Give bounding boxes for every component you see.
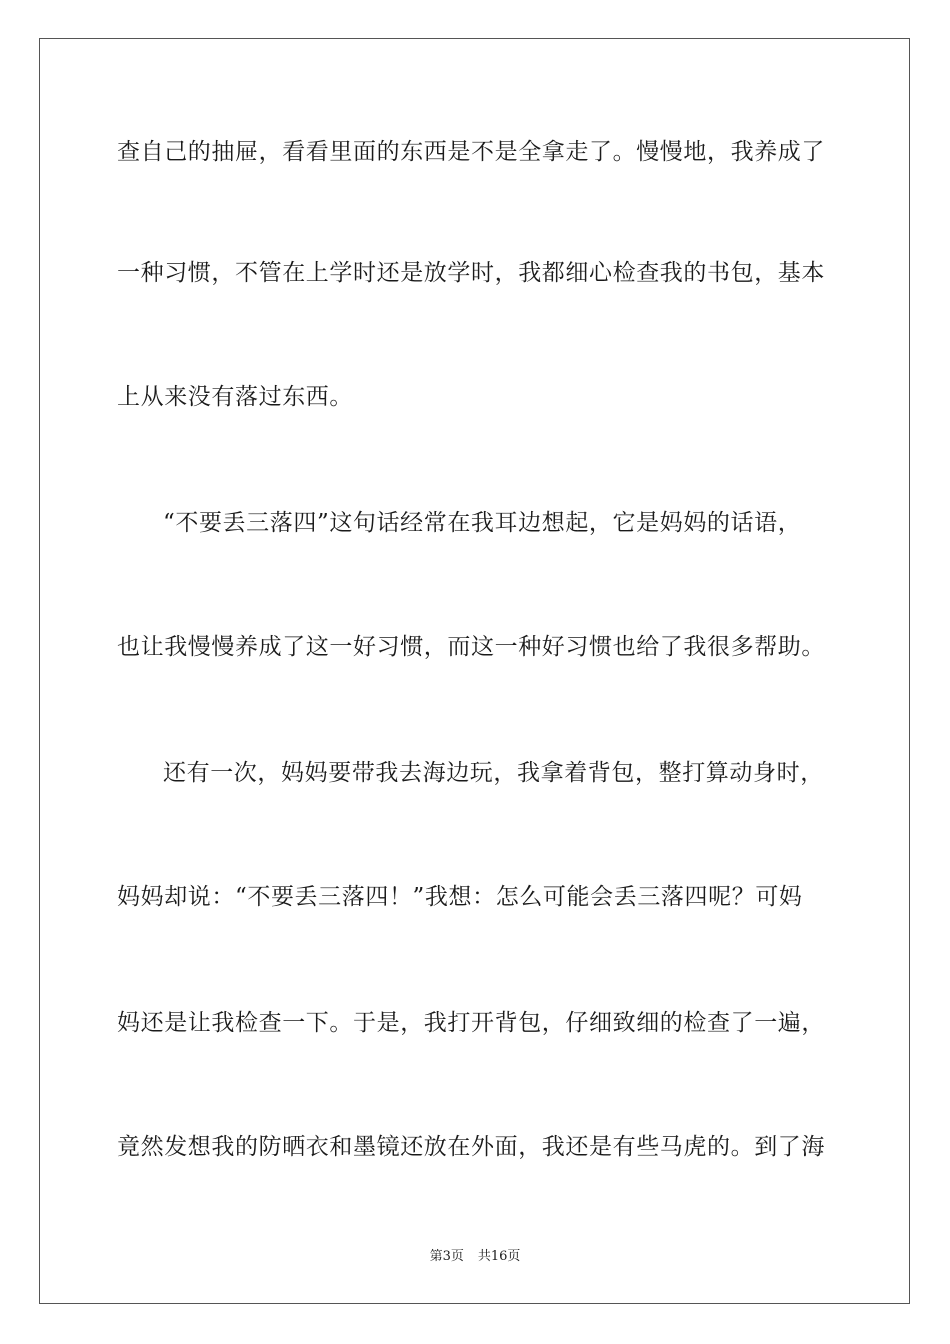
page-footer <box>0 1248 950 1266</box>
paragraph-line-6: 还有一次，妈妈要带我去海边玩，我拿着背包，整打算动身时， <box>163 760 824 786</box>
paragraph-line-3: 上从来没有落过东西。 <box>117 384 353 410</box>
paragraph-line-8: 妈还是让我检查一下。于是，我打开背包，仔细致细的检查了一遍， <box>117 1010 825 1036</box>
page-total: 共16页 <box>477 1249 521 1264</box>
paragraph-line-1: 查自己的抽屉，看看里面的东西是不是全拿走了。慢慢地，我养成了 <box>117 139 825 165</box>
page-number: 第3页 <box>429 1249 464 1264</box>
page-border <box>39 38 910 1304</box>
paragraph-line-9: 竟然发想我的防晒衣和墨镜还放在外面，我还是有些马虎的。到了海 <box>117 1134 825 1160</box>
paragraph-line-2: 一种习惯，不管在上学时还是放学时，我都细心检查我的书包，基本 <box>117 260 825 286</box>
paragraph-line-5: 也让我慢慢养成了这一好习惯，而这一种好习惯也给了我很多帮助。 <box>117 634 825 660</box>
paragraph-line-7: 妈妈却说：“不要丢三落四！”我想：怎么可能会丢三落四呢？可妈 <box>117 884 803 910</box>
paragraph-line-4: “不要丢三落四”这句话经常在我耳边想起，它是妈妈的话语， <box>163 510 802 536</box>
